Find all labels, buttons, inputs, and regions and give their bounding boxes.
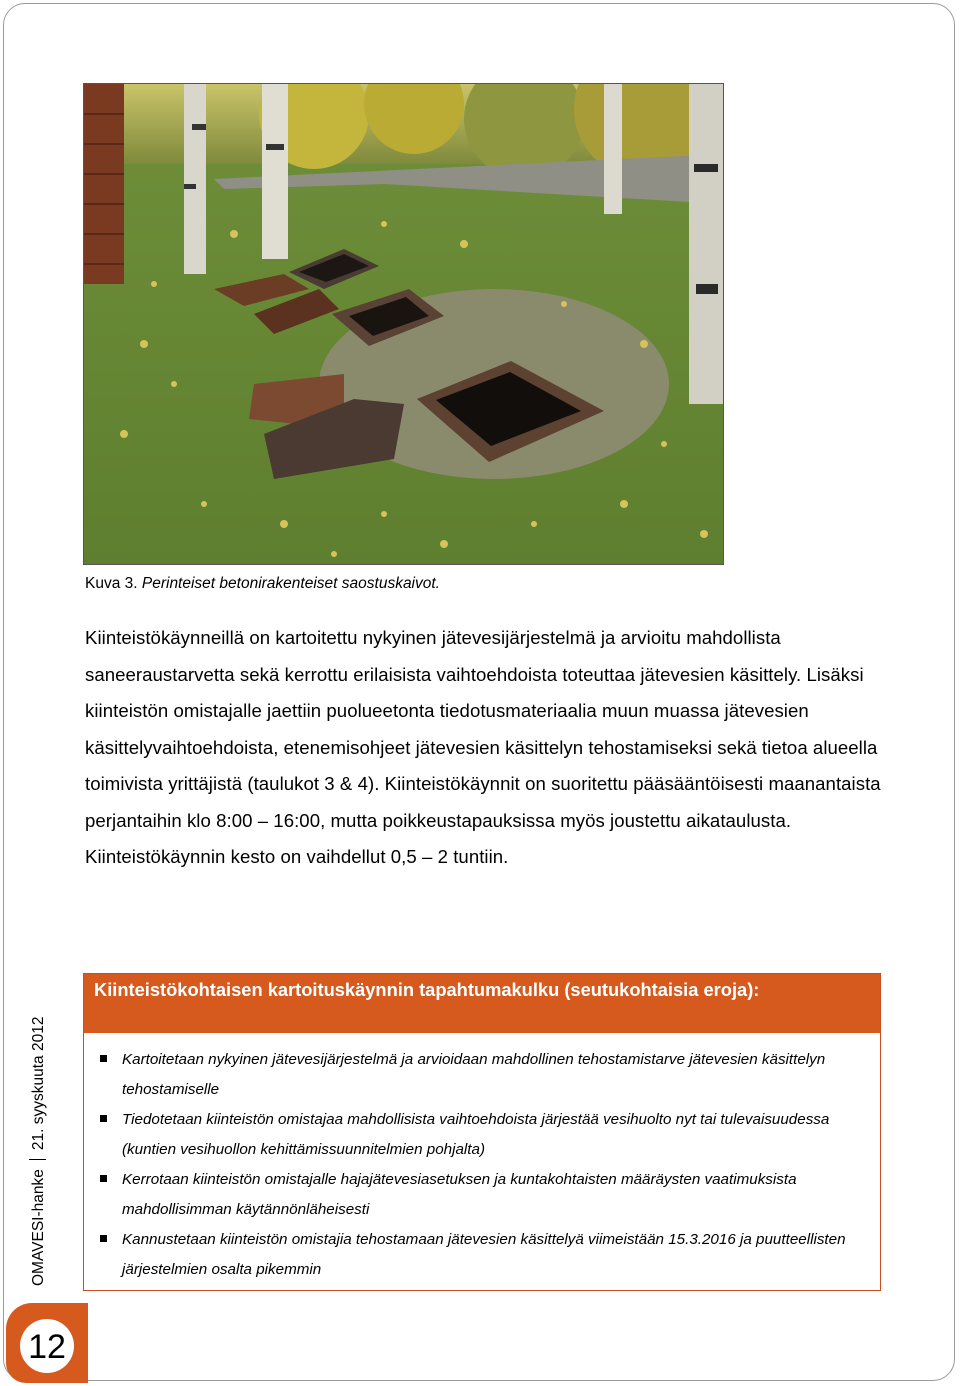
figure-caption-label: Kuva 3. (85, 575, 142, 592)
process-item-text: Kerrotaan kiinteistön omistajalle hajajätevesiasetuksen ja kuntakohtaisten määräysten vaatimuksista mahdollisimman käytännönläheisesti (122, 1171, 797, 1218)
process-item (98, 1225, 862, 1285)
process-item (98, 1165, 862, 1225)
process-item (98, 1045, 862, 1105)
septic-wells-photo (83, 83, 724, 565)
page-number: 12 (20, 1319, 74, 1373)
document-date: 21. syyskuuta 2012 (30, 1016, 47, 1151)
process-item-text: Kartoitetaan nykyinen jätevesijärjestelmä ja arvioidaan mahdollinen tehostamistarve jätevesien käsittelyn tehostamiselle (122, 1051, 826, 1098)
square-bullet-icon (100, 1235, 107, 1242)
project-name: OMAVESI-hanke (30, 1169, 47, 1286)
figure-caption (85, 575, 440, 593)
process-box-title: Kiinteistökohtaisen kartoituskäynnin tapahtumakulku (seutukohtaisia eroja): (84, 974, 880, 1033)
process-box (83, 973, 881, 1291)
figure-caption-text: Perinteiset betonirakenteiset saostuskaivot. (141, 575, 440, 592)
body-paragraph: Kiinteistökäynneillä on kartoitettu nykyinen jätevesijärjestelmä ja arvioitu mahdollista saneeraustarvetta sekä kerrottu erilaisista vaihtoehdoista toteuttaa jätevesien käsittely. Lisäksi kiinteistön omistajalle jaettiin puolueetonta tiedotusmateriaalia muun muassa jätevesien käsittelyvaihtoehdoista, etenemisohjeet jätevesien käsittelyn tehostamiseksi sekä tietoa alueella toimivista yrittäjistä (taulukot 3 & 4). Kiinteistökäynnit on suoritettu pääsääntöisesti maanantaista perjantaihin klo 8:00 – 16:00, mutta poikkeustapauksissa myös joustettu aikataulusta. Kiinteistökäynnin kesto on vaihdellut 0,5 – 2 tuntiin. (85, 627, 881, 867)
square-bullet-icon (100, 1115, 107, 1122)
process-item-text: Kannustetaan kiinteistön omistajia tehostamaan jätevesien käsittelyä viimeistään 15.3.2016 ja puutteellisten järjestelmien osalta pikemmin (122, 1231, 846, 1278)
footer-side-text (29, 1017, 48, 1286)
footer-separator (29, 1159, 46, 1160)
process-item-text: Tiedotetaan kiinteistön omistajaa mahdollisista vaihtoehdoista järjestää vesihuolto nyt tai tulevaisuudessa (kuntien vesihuollon kehittämissuunnitelmien pohjalta) (122, 1111, 830, 1158)
square-bullet-icon (100, 1055, 107, 1062)
square-bullet-icon (100, 1175, 107, 1182)
process-item (98, 1105, 862, 1165)
body-text (85, 620, 885, 876)
process-list (84, 1033, 880, 1285)
